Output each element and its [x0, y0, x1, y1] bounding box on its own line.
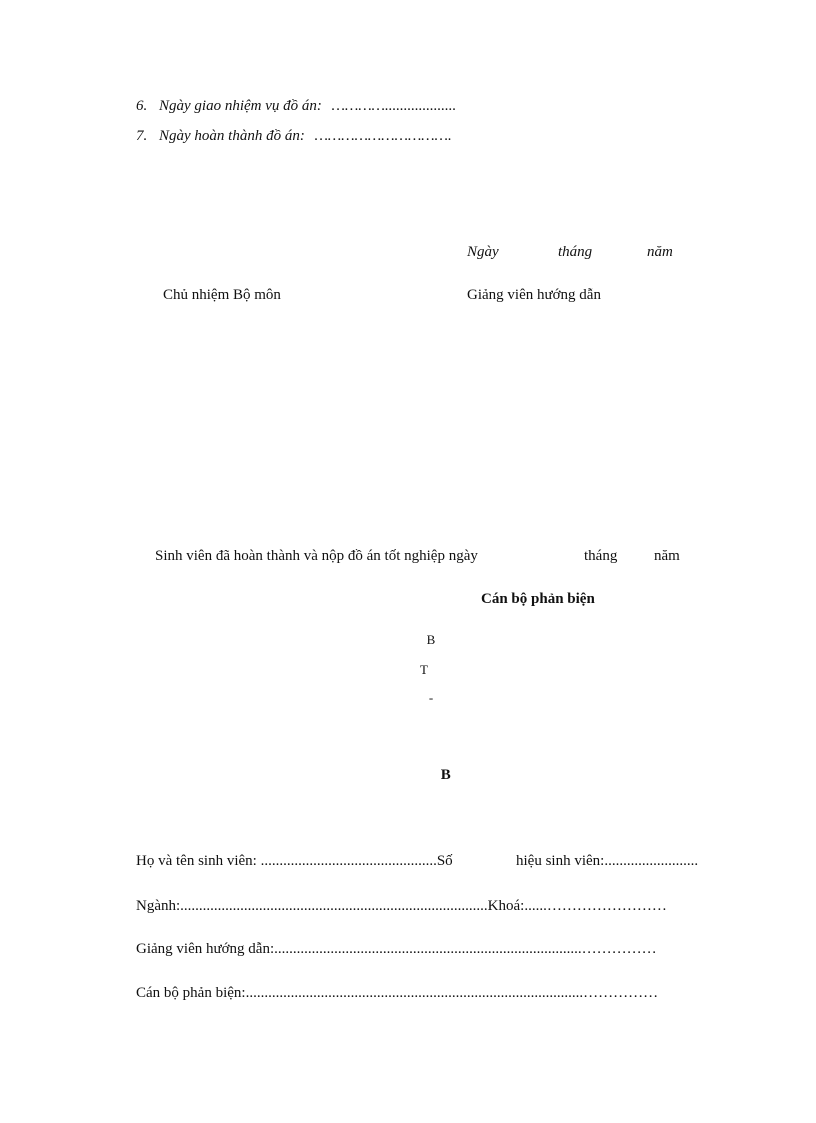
reviewer-signature-label: Cán bộ phản biện: [481, 591, 595, 607]
task-item-7: [136, 128, 452, 145]
signatory-department-head: Chủ nhiệm Bộ môn: [163, 287, 281, 303]
submission-year: năm: [654, 548, 680, 564]
date-year: năm: [647, 244, 673, 260]
task-item-number: 6.: [136, 98, 148, 114]
submission-month: tháng: [584, 548, 618, 564]
form-title: B: [440, 767, 452, 783]
task-item-6: [136, 98, 456, 115]
field-advisor: Giảng viên hướng dẫn:..................................................................................……………: [136, 941, 657, 957]
task-item-label: Ngày hoàn thành đồ án:: [159, 128, 305, 144]
field-major-course: Ngành:..................................................................................Khoá:......……………………: [136, 898, 667, 914]
date-month: tháng: [558, 244, 593, 260]
task-item-fill: ………………………….: [314, 128, 452, 144]
field-student-id: hiệu sinh viên:.........................: [516, 853, 699, 869]
ministry-name: B: [426, 632, 436, 647]
field-student-name: Họ và tên sinh viên: ...............................................Số: [136, 853, 453, 869]
date-day: Ngày: [467, 244, 499, 260]
task-item-fill: …………...................: [331, 98, 457, 114]
signatory-advisor: Giảng viên hướng dẫn: [467, 287, 601, 303]
university-name: T: [420, 662, 428, 677]
task-item-label: Ngày giao nhiệm vụ đồ án:: [159, 98, 322, 114]
field-reviewer: Cán bộ phản biện:..........................................................................................……………: [136, 985, 659, 1001]
submission-text: Sinh viên đã hoàn thành và nộp đồ án tốt nghiệp ngày: [155, 548, 478, 564]
header-divider: -: [428, 690, 434, 705]
task-item-number: 7.: [136, 128, 148, 144]
